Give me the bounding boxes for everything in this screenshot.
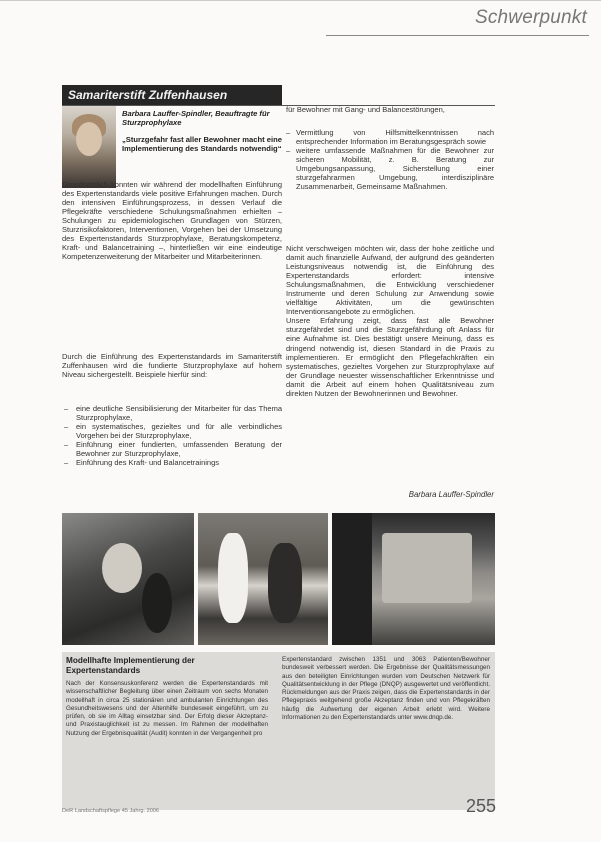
photo-balance-training — [198, 513, 328, 645]
section-rule — [326, 35, 589, 36]
portrait-face — [76, 122, 102, 156]
list-item: – weitere umfassende Maßnahmen für die Bewohner zur sicheren Mobilität, z. B. Beratung zur Umgebungsanpassung, Sicherstellung einer sturzgefahrarmen Umgebung, interdisziplinäre Zusammenarbeit, Gemeinsame Maßnahmen. — [286, 146, 494, 191]
col2-continuation: für Bewohner mit Gang- und Balancestörungen, — [286, 105, 445, 114]
info-box-title: Modellhafte Implementierung der Expertenstandards — [66, 656, 195, 675]
info-box-left-text: Nach der Konsensuskonferenz werden die Expertenstandards mit wissenschaftlicher Begleitung über einen Zeitraum von sechs Monaten modellhaft in circa 25 stationären und ambulanten Einrichtungen des Gesundheitswesens und der Altenhilfe bundesweit eingeführt, um zu prüfen, ob sie im Alltag einsetzbar sind. Der Erfolg dieser Akzeptanz- und Praxistauglichkeit ist zu messen. Im Rahmen der modellhaften Nutzung der Ergebnisqualität (Audit) konnten in der Vergangenheit pro — [66, 680, 268, 737]
photo-resident-with-rollator — [62, 513, 194, 645]
list-item: – Einführung einer fundierten, umfassenden Beratung der Bewohner zur Sturzprophylaxe, — [62, 440, 282, 458]
col2-para2-text: Unsere Erfahrung zeigt, dass fast alle Bewohner sturzgefährdet sind und die Sturzgefährdung oft Anlass für eine Aufnahme ist. Dies bestätigt unsere Meinung, dass es dringend notwendig ist, diesen Standard in die Praxis zu implementieren. Er ermöglicht den Pflegefachkräften ein systematisches, gezieltes Vorgehen zur Sturzprophylaxe auf der Grundlage neuester wissenschaftlicher Erkenntnisse und damit die Arbeit auf einem hohen Qualitätsniveau zum direkten Nutzen der Bewohnerinnen und Bewohner. — [286, 316, 494, 398]
photo1-figure — [102, 543, 142, 593]
photo3-building — [382, 533, 472, 603]
photo-building-exterior — [332, 513, 495, 645]
photo1-figure-dark — [142, 573, 172, 633]
col1-para1-text: Grundsätzlich konnten wir während der modellhaften Einführung des Expertenstandards viele positive Erfahrungen machen. Durch den intensiven Einführungsprozess, in dessen Verlauf die Pflegekräfte verschiedene Schulungsmaßnahmen erhielten – Schulungen zu epidemiologischen Grundlagen von Stürzen, Sturzrisikofaktoren, Interventionen, Vorgehen bei der Umsetzung des Expertenstandards Sturzprophylaxe, Beratungskompetenz, Kraft- und Balancetraining –, hinterließen wir eine eindeutige Kompetenzerweiterung der Mitarbeiter und Mitarbeiterinnen. — [62, 180, 282, 262]
photo-strip — [62, 513, 495, 645]
pull-quote: „Sturzgefahr fast aller Bewohner macht eine Implementierung des Standards notwendig“ — [122, 135, 282, 153]
col2-para1-text: Nicht verschweigen möchten wir, dass der hohe zeitliche und damit auch finanzielle Aufwand, der aufgrund des geänderten Leistungsniveaus notwendig ist, die Einführung des Expertenstandards erfordert: intensive Schulungsmaßnahmen, die Entwicklung verschiedener Instrumente und deren Schulung zur Anwendung sowie vielfältige Aktivitäten, um die gewünschten Interventionsangebote zu ermöglichen. — [286, 244, 494, 317]
list-item: – Einführung des Kraft- und Balancetrainings — [62, 458, 282, 467]
col1-bullet-list — [62, 404, 282, 467]
col2-bullet-list — [286, 128, 494, 191]
photo2-figure-dark — [268, 543, 302, 623]
photo3-tree — [332, 513, 372, 645]
list-item: – ein systematisches, gezieltes und für alle verbindliches Vorgehen bei der Sturzprophylaxe, — [62, 422, 282, 440]
col1-para2-text: Durch die Einführung des Expertenstandards im Samariterstift Zuffenhausen wird die fundierte Sturzprophylaxe auf hohem Niveau sichergestellt. Beispiele hierfür sind: — [62, 352, 282, 380]
page-number: 255 — [465, 796, 496, 816]
col2-paragraphs — [286, 244, 494, 398]
list-item: – Vermittlung von Hilfsmittelkenntnissen nach entsprechender Information im Beratungsgespräch sowie — [286, 128, 494, 146]
list-item: – eine deutliche Sensibilisierung der Mitarbeiter für das Thema Sturzprophylaxe, — [62, 404, 282, 422]
article-title: Samariterstift Zuffenhausen — [62, 85, 282, 105]
author-portrait-image — [62, 106, 116, 188]
section-label: Schwerpunkt — [474, 7, 587, 28]
info-box-right-text: Expertenstandard zwischen 1351 und 3063 Patienten/Bewohner bundesweit verbessert werden. Die Ergebnisse der Qualitätsmessungen aus den beteiligten Einrichtungen wurden vom Deutschen Netzwerk für Qualitätsentwicklung in der Pflege (DNQP) ausgewertet und veröffentlicht. Rückmeldungen aus der Praxis zeigen, dass die Expertenstandards in der Pflegepraxis weitgehend große Akzeptanz finden und von Pflegekräften häufig die Aufwertung der eigenen Arbeit erlebt wird. Weitere Informationen zu den Expertenstandards unter www.dnqp.de. — [282, 656, 490, 722]
col1-paragraph-2 — [62, 352, 282, 379]
col1-paragraph-1 — [62, 180, 282, 261]
article-signature: Barbara Lauffer-Spindler — [408, 490, 494, 499]
footer-journal: DeR Landschaftspflege 45 Jahrg. 2006 — [62, 808, 160, 814]
author-heading: Barbara Lauffer-Spindler, Beauftragte für Sturzprophylaxe — [122, 109, 270, 127]
photo2-figure-white — [218, 533, 248, 623]
